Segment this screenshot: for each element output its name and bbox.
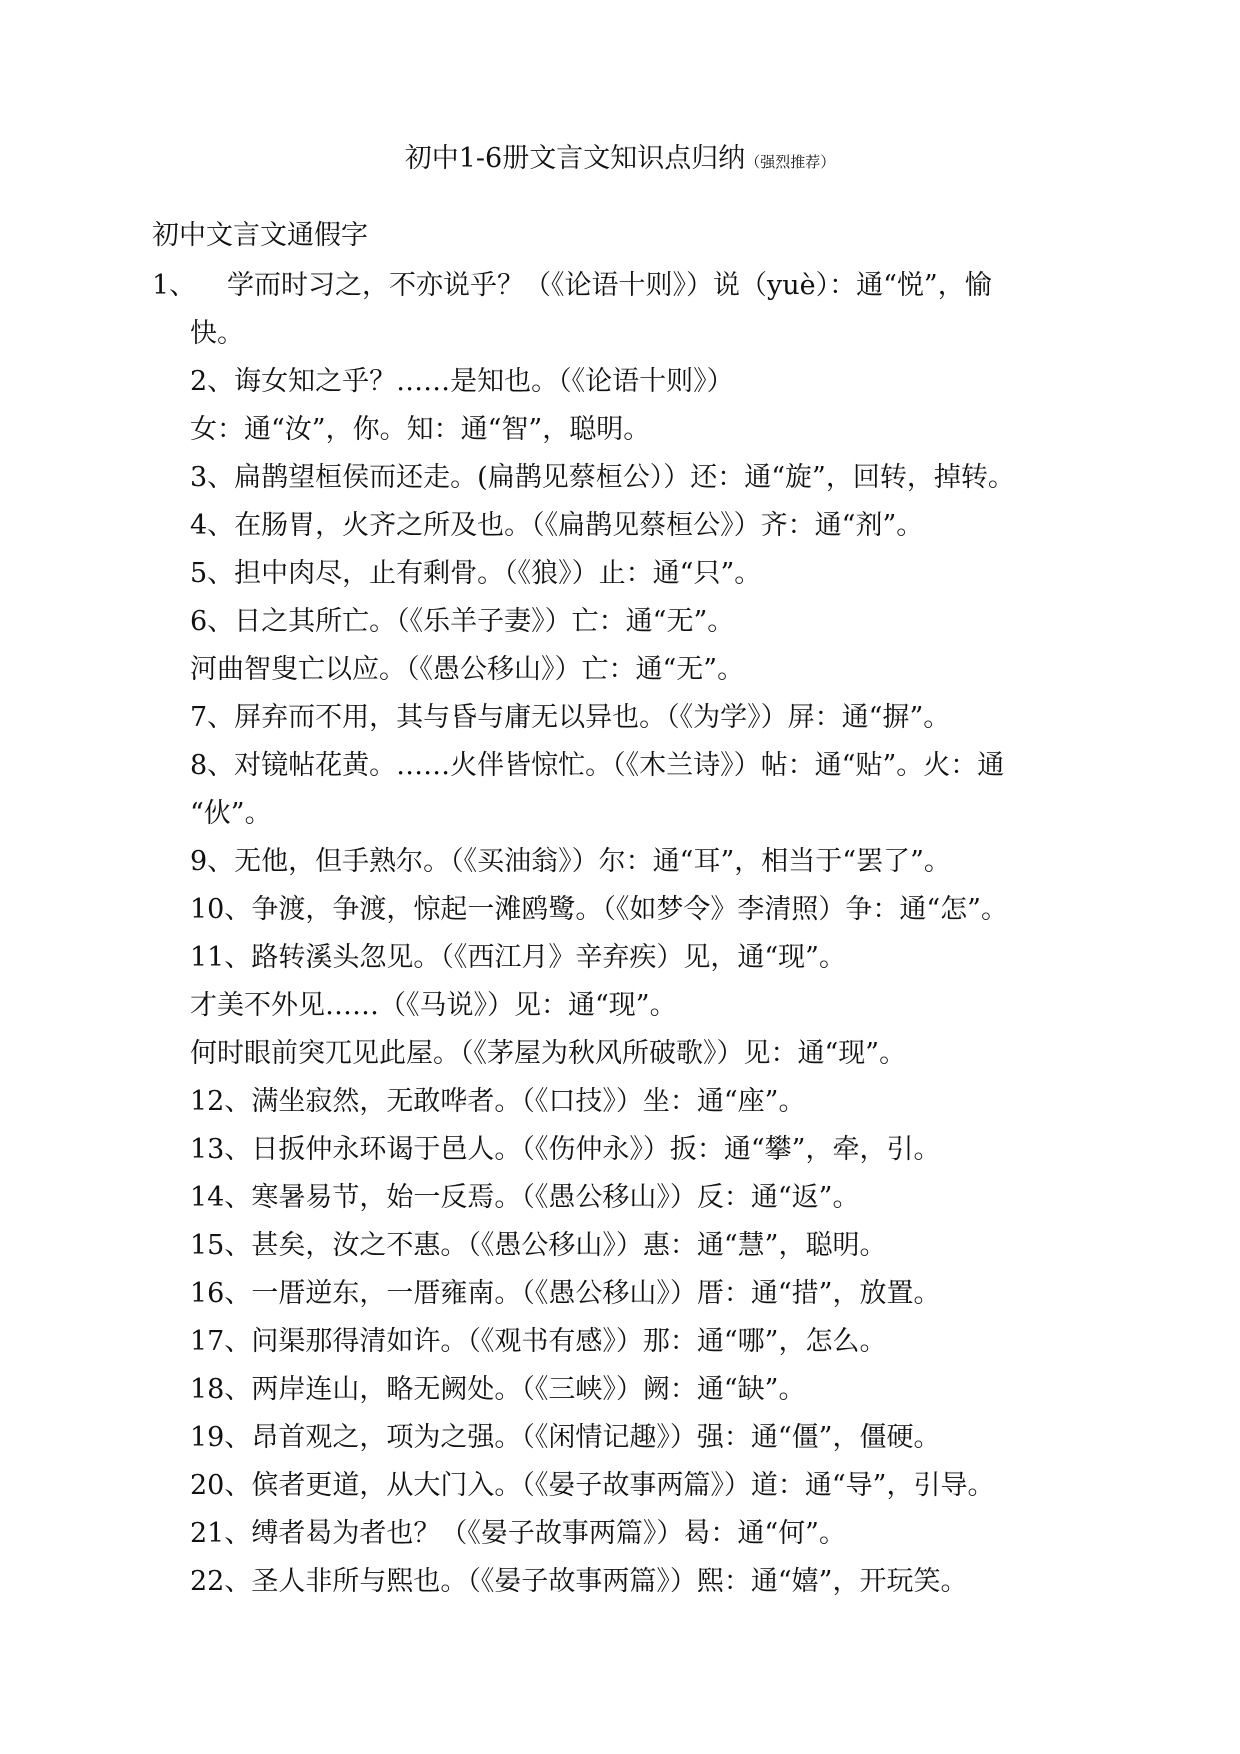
list-item: 11、路转溪头忽见。（《西江月》辛弃疾）见，通“现”。 [190, 942, 846, 973]
list-item-continuation: “伙”。 [190, 798, 272, 829]
list-item: 21、缚者曷为者也？（《晏子故事两篇》）曷：通“何”。 [190, 1518, 846, 1549]
title-text: 初中1-6册文言文知识点归纳 [404, 143, 746, 174]
document-title [0, 142, 1240, 179]
list-item: 8、对镜帖花黄。……火伴皆惊忙。（《木兰诗》）帖：通“贴”。火：通 [190, 750, 1005, 781]
list-item: 17、问渠那得清如许。（《观书有感》）那：通“哪”，怎么。 [190, 1326, 887, 1357]
list-item: 22、圣人非所与熙也。（《晏子故事两篇》）熙：通“嬉”，开玩笑。 [190, 1566, 968, 1597]
list-item: 16、一厝逆东，一厝雍南。（《愚公移山》）厝：通“措”，放置。 [190, 1278, 941, 1309]
list-item: 6、日之其所亡。（《乐羊子妻》）亡：通“无”。 [190, 606, 735, 637]
list-item: 7、屏弃而不用，其与昏与庸无以异也。（《为学》）屏：通“摒”。 [190, 702, 951, 733]
title-subtitle: （强烈推荐） [745, 153, 836, 171]
list-item: 2、诲女知之乎？……是知也。（《论语十则》） [190, 366, 734, 397]
list-item-text: 学而时习之，不亦说乎？（《论语十则》）说（yuè）：通“悦”，愉 [227, 270, 992, 301]
list-item: 4、在肠胃，火齐之所及也。（《扁鹊见蔡桓公》）齐：通“剂”。 [190, 510, 924, 541]
tongjiazi-list [152, 262, 1122, 1606]
list-item-continuation: 快。 [190, 318, 244, 349]
list-item: 3、扁鹊望桓侯而还走。(扁鹊见蔡桓公））还：通“旋”，回转，掉转。 [190, 462, 1015, 493]
list-item: 9、无他，但手熟尔。（《买油翁》）尔：通“耳”，相当于“罢了”。 [190, 846, 951, 877]
list-item: 13、日扳仲永环谒于邑人。（《伤仲永》）扳：通“攀”，牵，引。 [190, 1134, 941, 1165]
list-item-number: 1、 [152, 270, 197, 301]
list-item: 15、甚矣，汝之不惠。（《愚公移山》）惠：通“慧”，聪明。 [190, 1230, 887, 1261]
list-item-note: 何时眼前突兀见此屋。（《茅屋为秋风所破歌》）见：通“现”。 [190, 1038, 907, 1069]
list-item-1 [152, 262, 1122, 310]
section-heading: 初中文言文通假字 [152, 220, 368, 251]
list-item-note: 河曲智叟亡以应。（《愚公移山》）亡：通“无”。 [190, 654, 745, 685]
list-item: 18、两岸连山，略无阙处。（《三峡》）阙：通“缺”。 [190, 1374, 806, 1405]
list-item-note: 才美不外见……（《马说》）见：通“现”。 [190, 990, 677, 1021]
list-item: 10、争渡，争渡，惊起一滩鸥鹭。（《如梦令》李清照）争：通“怎”。 [190, 894, 1008, 925]
list-item: 19、昂首观之，项为之强。（《闲情记趣》）强：通“僵”，僵硬。 [190, 1422, 941, 1453]
list-item-note: 女：通“汝”，你。知：通“智”，聪明。 [190, 414, 651, 445]
list-item: 14、寒暑易节，始一反焉。（《愚公移山》）反：通“返”。 [190, 1182, 860, 1213]
list-item: 12、满坐寂然，无敢哗者。（《口技》）坐：通“座”。 [190, 1086, 806, 1117]
list-item: 5、担中肉尽，止有剩骨。（《狼》）止：通“只”。 [190, 558, 762, 589]
list-item: 20、傧者更道，从大门入。（《晏子故事两篇》）道：通“导”，引导。 [190, 1470, 995, 1501]
